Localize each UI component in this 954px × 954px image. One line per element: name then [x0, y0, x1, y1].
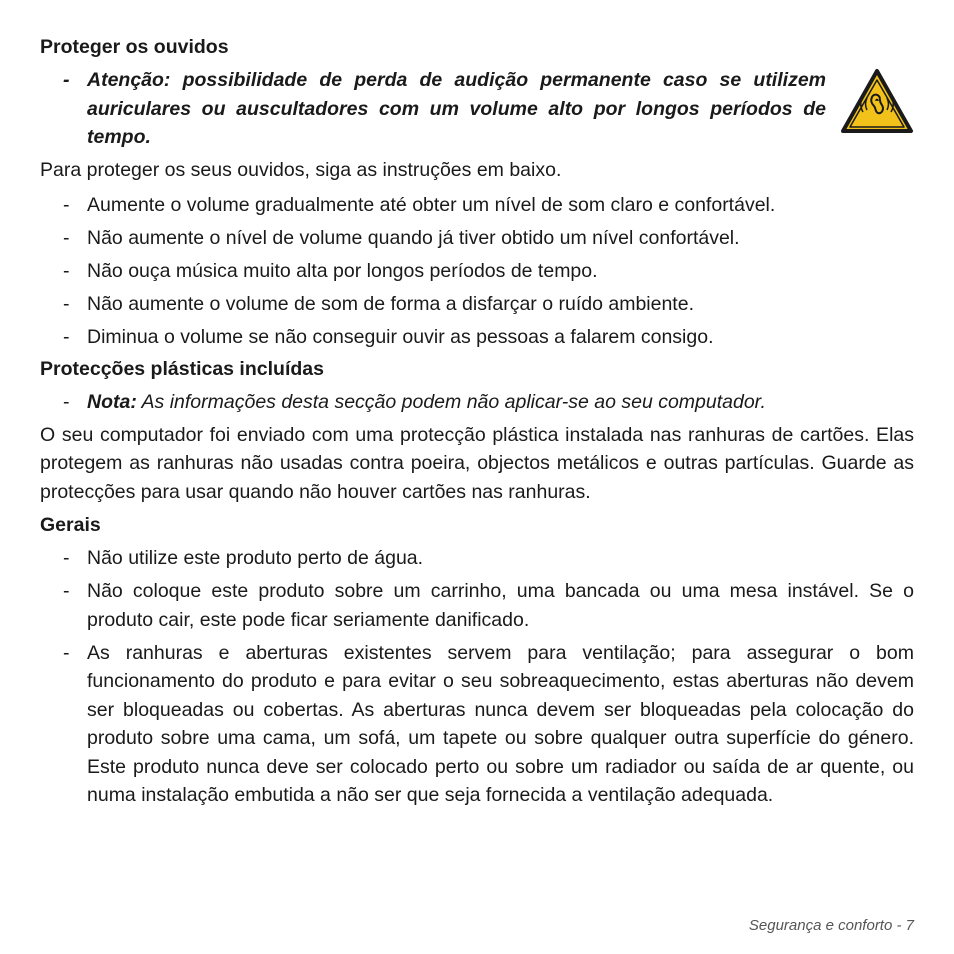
note-item	[40, 388, 914, 417]
list-item-text: Não ouça música muito alta por longos períodos de tempo.	[87, 259, 598, 282]
bullet-dash: -	[63, 292, 70, 315]
list-item	[40, 323, 914, 352]
hearing-warning-item	[40, 66, 826, 152]
note-label: Nota:	[87, 390, 137, 413]
page-footer: Segurança e conforto - 7	[748, 917, 914, 934]
list-item	[40, 257, 914, 286]
bullet-dash: -	[63, 226, 70, 249]
section-heading-hearing: Proteger os ouvidos	[40, 36, 229, 58]
list-item-text: Diminua o volume se não conseguir ouvir as pessoas a falarem consigo.	[87, 325, 714, 348]
list-item	[40, 639, 914, 810]
bullet-dash: -	[63, 193, 70, 216]
section-heading-general: Gerais	[40, 514, 101, 536]
bullet-dash: -	[63, 390, 70, 413]
bullet-dash: -	[63, 69, 70, 91]
list-item-text: Não coloque este produto sobre um carrinho, uma bancada ou uma mesa instável. Se o produto cair, este pode ficar seriamente danificado.	[87, 580, 914, 631]
bullet-dash: -	[63, 641, 70, 664]
list-item	[40, 544, 914, 573]
section-heading-plastic: Protecções plásticas incluídas	[40, 357, 324, 380]
list-item-text: Não aumente o volume de som de forma a disfarçar o ruído ambiente.	[87, 292, 694, 315]
bullet-dash: -	[63, 580, 70, 602]
list-item	[40, 577, 914, 634]
plastic-paragraph: O seu computador foi enviado com uma protecção plástica instalada nas ranhuras de cartões. Elas protegem as ranhuras não usadas contra poeira, objectos metálicos e outras partículas. Guarde as protecções para usar quando não houver cartões nas ranhuras.	[40, 423, 914, 503]
hearing-warning-text: Atenção: possibilidade de perda de audição permanente caso se utilizem auriculares ou auscultadores com um volume alto por longos períodos de tempo.	[87, 69, 826, 148]
list-item	[40, 290, 914, 319]
document-page	[40, 34, 914, 814]
bullet-dash: -	[63, 259, 70, 282]
list-item	[40, 191, 914, 220]
hearing-warning-block	[40, 66, 914, 152]
bullet-dash: -	[63, 547, 70, 569]
hearing-intro: Para proteger os seus ouvidos, siga as instruções em baixo.	[40, 159, 562, 181]
note-text: As informações desta secção podem não aplicar-se ao seu computador.	[136, 390, 766, 413]
list-item-text: Não utilize este produto perto de água.	[87, 547, 424, 569]
list-item-text: Não aumente o nível de volume quando já tiver obtido um nível confortável.	[87, 226, 740, 249]
bullet-dash: -	[63, 325, 70, 348]
list-item-text: Aumente o volume gradualmente até obter um nível de som claro e confortável.	[87, 193, 776, 216]
hearing-warning-icon	[840, 68, 914, 134]
list-item-text: As ranhuras e aberturas existentes servem para ventilação; para assegurar o bom funcionamento do produto e para evitar o seu sobreaquecimento, estas aberturas não devem ser bloqueadas ou cobertas. As aberturas nunca devem ser bloqueadas pela colocação do produto sobre uma cama, um sofá, um tapete ou sobre qualquer outra superfície do género. Este produto nunca deve ser colocado perto ou sobre um radiador ou saída de ar quente, ou numa instalação embutida a não ser que seja fornecida a ventilação adequada.	[87, 641, 914, 806]
list-item	[40, 224, 914, 253]
